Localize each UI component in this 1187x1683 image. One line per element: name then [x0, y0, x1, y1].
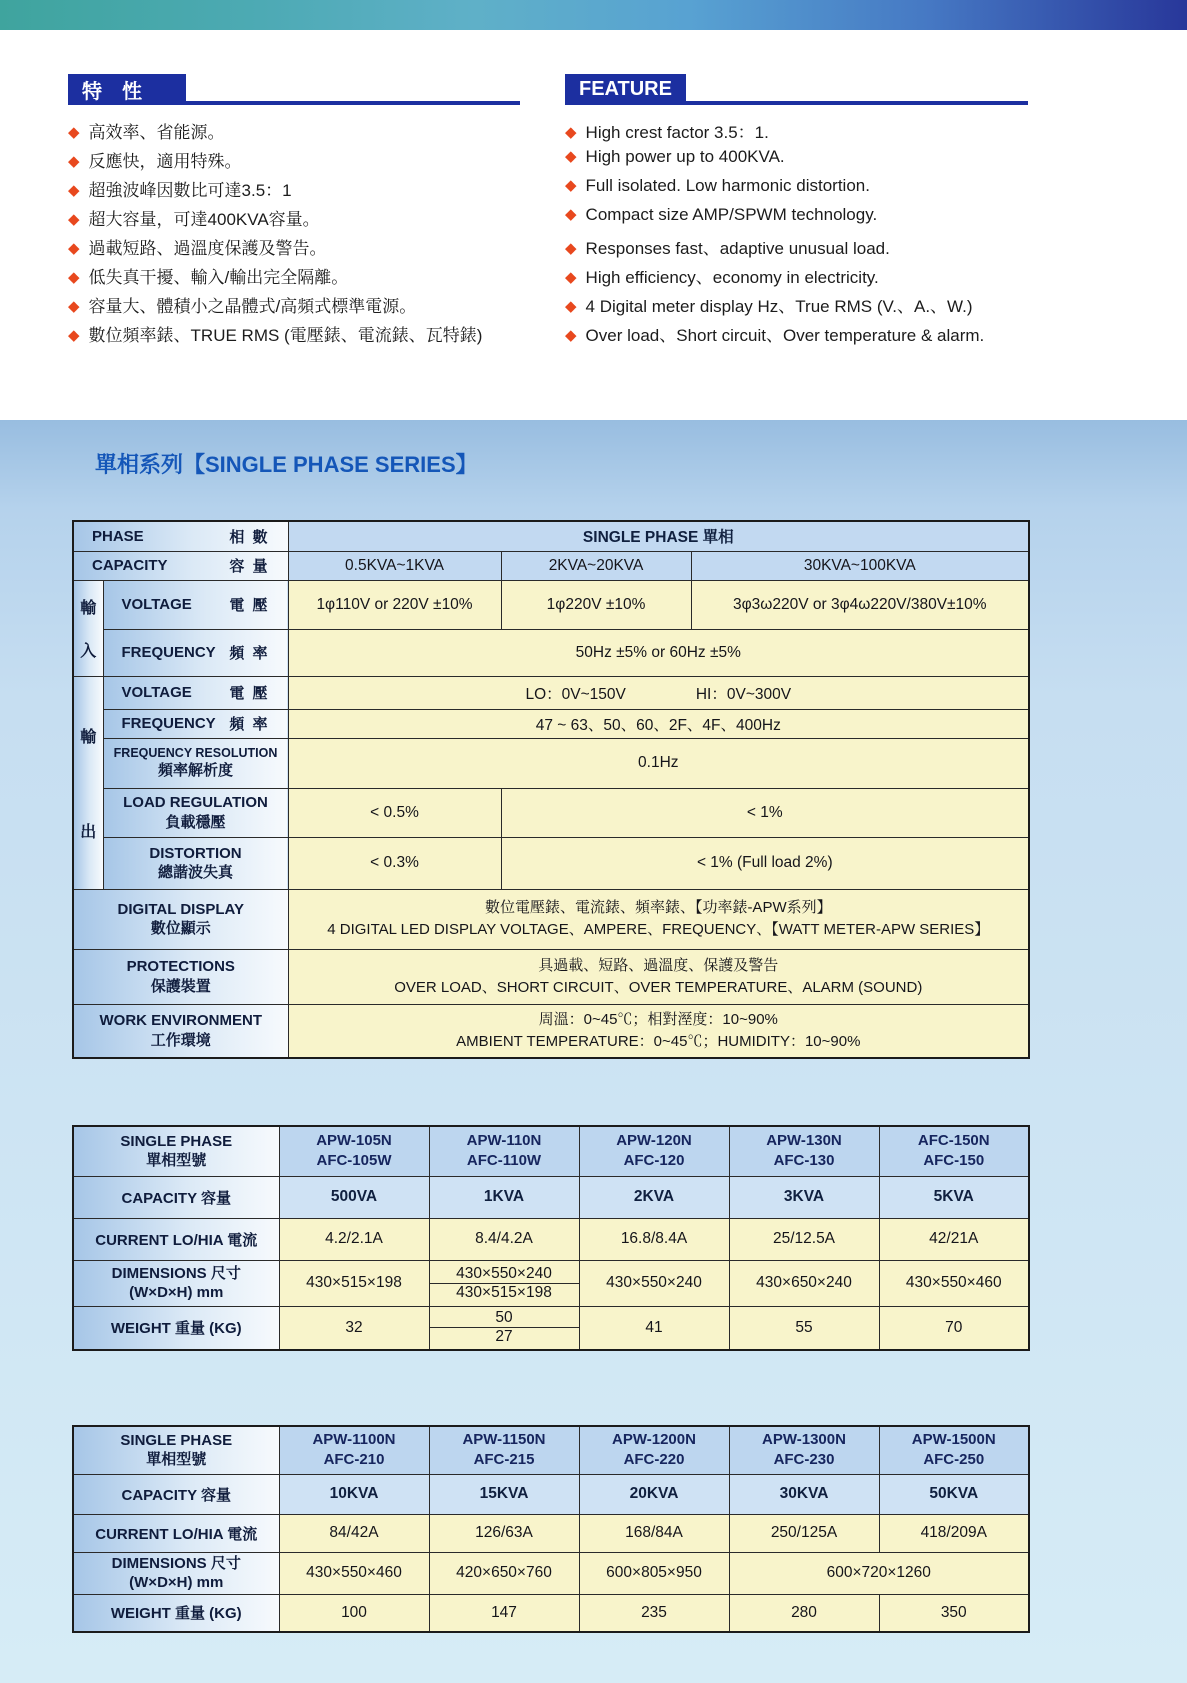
current-cell: 250/125A	[729, 1514, 879, 1552]
feature-item-text: 超強波峰因數比可達3.5：1	[88, 181, 292, 200]
diamond-bullet-icon	[68, 326, 89, 346]
capacity-cell: 30KVA	[729, 1474, 879, 1514]
diamond-bullet-icon	[68, 181, 89, 201]
model1-header-label	[73, 1126, 279, 1176]
features-en-title: FEATURE	[565, 74, 686, 105]
input-voltage-1: 1φ110V or 220V ±10%	[288, 580, 501, 629]
distortion-1: < 0.3%	[288, 837, 501, 889]
output-frequency-value: 47 ~ 63、50、60、2F、4F、400Hz	[288, 709, 1029, 738]
feature-item-text: High crest factor 3.5：1.	[585, 123, 769, 142]
input-voltage-label-inner	[106, 594, 286, 615]
feature-item	[565, 292, 1028, 321]
capacity-cell: 50KVA	[879, 1474, 1029, 1514]
model2-weight-label: WEIGHT 重量 (KG)	[73, 1594, 279, 1632]
frequency-resolution-en: FREQUENCY RESOLUTION	[113, 746, 278, 761]
input-char-2: 入	[80, 643, 97, 660]
weight-split-top: 50	[430, 1309, 579, 1328]
distortion-label	[103, 837, 288, 889]
model-name-bottom: AFC-250	[923, 1451, 985, 1469]
feature-item	[68, 321, 520, 350]
feature-item-text: 容量大、體積小之晶體式/高頻式標準電源。	[88, 297, 417, 316]
input-voltage-2: 1φ220V ±10%	[501, 580, 691, 629]
diamond-bullet-icon	[565, 205, 586, 225]
model-name-top: APW-1300N	[762, 1431, 846, 1448]
dimensions-label-line2: (W×D×H) mm	[129, 1574, 224, 1591]
features-en-underline	[686, 101, 1028, 105]
model2-header-label	[73, 1426, 279, 1474]
dimensions-cell: 430×515×198	[279, 1260, 429, 1306]
model-table-large	[72, 1425, 1030, 1633]
series-title: 單相系列【SINGLE PHASE SERIES】	[95, 452, 478, 477]
capacity-range-3: 30KVA~100KVA	[691, 551, 1029, 580]
model-cell	[729, 1126, 879, 1176]
spec-row-output-frequency	[73, 709, 1029, 738]
model-name-top: AFC-150N	[917, 1132, 990, 1149]
spec-row-distortion	[73, 837, 1029, 889]
model2-header-en: SINGLE PHASE	[120, 1431, 233, 1449]
features-en-header-row	[565, 74, 1028, 105]
features-zh-header-row	[68, 74, 520, 105]
protections-label	[73, 949, 288, 1004]
output-voltage-zh: 電 壓	[229, 685, 270, 702]
diamond-bullet-icon	[565, 147, 586, 167]
model2-row-dimensions	[73, 1552, 1029, 1594]
model-cell	[879, 1426, 1029, 1474]
model-name-top: APW-120N	[616, 1132, 692, 1149]
output-frequency-label-inner	[106, 713, 286, 734]
current-cell: 16.8/8.4A	[579, 1218, 729, 1260]
weight-cell: 55	[729, 1306, 879, 1350]
capacity-cell: 2KVA	[579, 1176, 729, 1218]
model-cell	[879, 1126, 1029, 1176]
diamond-bullet-icon	[565, 297, 586, 317]
feature-item	[565, 234, 1028, 263]
spec-row-phase	[73, 521, 1029, 551]
model2-header-zh: 單相型號	[146, 1451, 207, 1469]
output-frequency-label	[103, 709, 288, 738]
model1-row-current	[73, 1218, 1029, 1260]
input-voltage-en: VOLTAGE	[121, 596, 192, 613]
model-cell	[279, 1426, 429, 1474]
frequency-resolution-label	[103, 738, 288, 788]
output-group-label	[73, 676, 103, 889]
dimensions-label-line1: DIMENSIONS 尺寸	[111, 1264, 241, 1282]
spec-row-work-environment	[73, 1004, 1029, 1058]
model1-current-label: CURRENT LO/HIA 電流	[73, 1218, 279, 1260]
diamond-bullet-icon	[68, 297, 89, 317]
feature-item-text: 超大容量，可達400KVA容量。	[88, 210, 320, 229]
features-zh-column	[68, 74, 520, 350]
weight-cell: 70	[879, 1306, 1029, 1350]
work-environment-value	[288, 1004, 1029, 1058]
feature-item	[565, 147, 1028, 176]
distortion-zh: 總諧波失真	[158, 864, 234, 881]
diamond-bullet-icon	[68, 123, 89, 143]
input-group-label	[73, 580, 103, 676]
model1-header-en: SINGLE PHASE	[120, 1132, 233, 1150]
spec-table	[72, 520, 1030, 1059]
input-voltage-3: 3φ3ω220V or 3φ4ω220V/380V±10%	[691, 580, 1029, 629]
input-group-chars	[76, 595, 101, 661]
feature-item-text: 高效率、省能源。	[88, 123, 225, 142]
weight-cell: 235	[579, 1594, 729, 1632]
output-voltage-label	[103, 676, 288, 709]
spec-row-frequency-resolution	[73, 738, 1029, 788]
output-voltage-hi: HI：0V~300V	[695, 685, 792, 703]
frequency-resolution-zh: 頻率解析度	[158, 762, 234, 780]
model2-row-weight	[73, 1594, 1029, 1632]
capacity-cell: 5KVA	[879, 1176, 1029, 1218]
frequency-resolution-value: 0.1Hz	[288, 738, 1029, 788]
capacity-cell: 1KVA	[429, 1176, 579, 1218]
digital-display-zh: 數位顯示	[150, 920, 211, 937]
load-regulation-2: < 1%	[501, 788, 1029, 837]
diamond-bullet-icon	[565, 268, 586, 288]
capacity-range-2: 2KVA~20KVA	[501, 551, 691, 580]
model-name-top: APW-1200N	[612, 1431, 696, 1448]
phase-label-en: PHASE	[92, 527, 144, 545]
feature-item	[68, 176, 520, 205]
model-name-bottom: AFC-105W	[316, 1152, 392, 1170]
spec-row-load-regulation	[73, 788, 1029, 837]
weight-cell: 280	[729, 1594, 879, 1632]
model2-row-models	[73, 1426, 1029, 1474]
dimensions-split-top: 430×550×240	[430, 1265, 579, 1284]
capacity-label-zh: 容 量	[229, 558, 270, 575]
load-regulation-label	[103, 788, 288, 837]
phase-value: SINGLE PHASE 單相	[288, 521, 1029, 551]
weight-cell-split	[429, 1306, 579, 1350]
capacity-label	[73, 551, 288, 580]
model-name-top: APW-1100N	[312, 1431, 396, 1448]
capacity-cell: 20KVA	[579, 1474, 729, 1514]
current-cell: 4.2/2.1A	[279, 1218, 429, 1260]
protections-zh: 保護裝置	[150, 977, 211, 995]
capacity-label-inner	[76, 555, 286, 576]
output-frequency-zh: 頻 率	[229, 716, 270, 733]
protections-line2: OVER LOAD、SHORT CIRCUIT、OVER TEMPERATURE、ALARM (SOUND)	[394, 978, 923, 996]
model-cell	[729, 1426, 879, 1474]
diamond-bullet-icon	[565, 123, 586, 143]
input-voltage-label	[103, 580, 288, 629]
work-environment-label	[73, 1004, 288, 1058]
model-name-bottom: AFC-230	[773, 1451, 835, 1469]
distortion-2: < 1% (Full load 2%)	[501, 837, 1029, 889]
feature-item	[68, 292, 520, 321]
digital-display-line1: 數位電壓錶、電流錶、頻率錶、【功率錶-APW系列】	[484, 899, 832, 917]
dimensions-cell: 430×550×460	[279, 1552, 429, 1594]
model-table-small	[72, 1125, 1030, 1351]
feature-item-text: Full isolated. Low harmonic distortion.	[585, 176, 870, 195]
spec-row-protections	[73, 949, 1029, 1004]
capacity-cell: 10KVA	[279, 1474, 429, 1514]
feature-item	[68, 118, 520, 147]
feature-item	[565, 176, 1028, 205]
feature-item	[565, 118, 1028, 147]
weight-split-bottom: 27	[495, 1328, 513, 1346]
dimensions-cell: 420×650×760	[429, 1552, 579, 1594]
model1-row-dimensions	[73, 1260, 1029, 1306]
feature-item	[68, 263, 520, 292]
diamond-bullet-icon	[565, 176, 586, 196]
current-cell: 25/12.5A	[729, 1218, 879, 1260]
feature-item	[565, 321, 1028, 350]
spec-row-capacity	[73, 551, 1029, 580]
work-environment-line2: AMBIENT TEMPERATURE：0~45℃；HUMIDITY：10~90%	[456, 1032, 861, 1050]
input-voltage-zh: 電 壓	[229, 597, 270, 614]
model1-weight-label: WEIGHT 重量 (KG)	[73, 1306, 279, 1350]
model-name-bottom: AFC-110W	[466, 1152, 542, 1170]
digital-display-line2: 4 DIGITAL LED DISPLAY VOLTAGE、AMPERE、FREQUENCY、【WATT METER-APW SERIES】	[327, 921, 990, 938]
diamond-bullet-icon	[68, 152, 89, 172]
feature-item-text: 4 Digital meter display Hz、True RMS (V.、A.、W.)	[585, 297, 973, 316]
output-char-1: 輸	[80, 728, 97, 746]
model-cell	[579, 1126, 729, 1176]
model-cell	[279, 1126, 429, 1176]
model1-row-weight	[73, 1306, 1029, 1350]
protections-value	[288, 949, 1029, 1004]
model1-capacity-label: CAPACITY 容量	[73, 1176, 279, 1218]
model2-row-current	[73, 1514, 1029, 1552]
feature-item	[565, 205, 1028, 234]
model-name-bottom: AFC-150	[923, 1152, 985, 1170]
model1-header-zh: 單相型號	[146, 1152, 207, 1170]
input-char-1: 輸	[80, 600, 97, 617]
output-voltage-label-inner	[106, 682, 286, 703]
model-name-bottom: AFC-120	[623, 1152, 685, 1170]
capacity-cell: 3KVA	[729, 1176, 879, 1218]
weight-cell: 41	[579, 1306, 729, 1350]
model-name-bottom: AFC-215	[473, 1451, 535, 1469]
load-regulation-zh: 負載穩壓	[165, 813, 226, 831]
dimensions-cell: 430×650×240	[729, 1260, 879, 1306]
work-environment-en: WORK ENVIRONMENT	[99, 1012, 262, 1030]
top-gradient-band	[0, 0, 1187, 30]
output-group-chars	[76, 724, 101, 842]
digital-display-value	[288, 889, 1029, 949]
input-frequency-label-inner	[106, 642, 286, 663]
capacity-cell: 500VA	[279, 1176, 429, 1218]
model1-row-capacity	[73, 1176, 1029, 1218]
model-cell	[429, 1126, 579, 1176]
features-zh-title: 特 性	[68, 74, 186, 105]
features-zh-list	[68, 118, 520, 350]
diamond-bullet-icon	[565, 326, 586, 346]
current-cell: 42/21A	[879, 1218, 1029, 1260]
model-name-bottom: AFC-130	[773, 1152, 835, 1170]
weight-cell: 147	[429, 1594, 579, 1632]
model-name-top: APW-130N	[766, 1132, 842, 1149]
dimensions-label-line1: DIMENSIONS 尺寸	[111, 1554, 241, 1572]
output-voltage-lohi	[291, 682, 1027, 704]
current-cell: 418/209A	[879, 1514, 1029, 1552]
dimensions-cell: 600×805×950	[579, 1552, 729, 1594]
feature-item	[68, 205, 520, 234]
distortion-en: DISTORTION	[149, 844, 242, 862]
input-frequency-zh: 頻 率	[229, 645, 270, 662]
feature-item-text: High power up to 400KVA.	[585, 147, 785, 166]
output-voltage-en: VOLTAGE	[121, 684, 192, 701]
model-cell	[579, 1426, 729, 1474]
model-name-top: APW-1150N	[462, 1431, 546, 1448]
current-cell: 8.4/4.2A	[429, 1218, 579, 1260]
digital-display-en: DIGITAL DISPLAY	[117, 900, 244, 918]
input-frequency-en: FREQUENCY	[121, 644, 216, 661]
protections-line1: 具過載、短路、過溫度、保護及警告	[538, 956, 779, 974]
model1-row-models	[73, 1126, 1029, 1176]
model1-dimensions-label	[73, 1260, 279, 1306]
feature-item	[68, 147, 520, 176]
model-cell	[429, 1426, 579, 1474]
current-cell: 84/42A	[279, 1514, 429, 1552]
diamond-bullet-icon	[68, 268, 89, 288]
weight-cell: 100	[279, 1594, 429, 1632]
phase-label-inner	[76, 526, 286, 547]
spec-row-output-voltage	[73, 676, 1029, 709]
spec-row-input-frequency	[73, 629, 1029, 676]
model-name-top: APW-1500N	[911, 1431, 996, 1448]
model2-current-label: CURRENT LO/HIA 電流	[73, 1514, 279, 1552]
digital-display-label	[73, 889, 288, 949]
current-cell: 126/63A	[429, 1514, 579, 1552]
feature-item-text: Compact size AMP/SPWM technology.	[585, 205, 878, 224]
input-frequency-value: 50Hz ±5% or 60Hz ±5%	[288, 629, 1029, 676]
phase-label	[73, 521, 288, 551]
model-name-top: APW-110N	[466, 1132, 542, 1149]
model2-dimensions-label	[73, 1552, 279, 1594]
feature-item	[565, 263, 1028, 292]
output-frequency-en: FREQUENCY	[121, 715, 216, 732]
single-phase-section	[0, 420, 1187, 1683]
diamond-bullet-icon	[68, 239, 89, 259]
diamond-bullet-icon	[565, 239, 586, 259]
features-en-list	[565, 118, 1028, 350]
output-char-2: 出	[80, 823, 97, 841]
diamond-bullet-icon	[68, 210, 89, 230]
feature-item-text: 數位頻率錶、TRUE RMS (電壓錶、電流錶、瓦特錶)	[88, 326, 483, 345]
load-regulation-1: < 0.5%	[288, 788, 501, 837]
protections-en: PROTECTIONS	[126, 958, 235, 975]
model-name-bottom: AFC-210	[323, 1451, 385, 1469]
feature-item-text: 反應快，適用特殊。	[88, 152, 242, 171]
feature-item-text: 過載短路、過溫度保護及警告。	[88, 239, 327, 258]
spec-row-digital-display	[73, 889, 1029, 949]
current-cell: 168/84A	[579, 1514, 729, 1552]
spec-row-input-voltage	[73, 580, 1029, 629]
capacity-range-1: 0.5KVA~1KVA	[288, 551, 501, 580]
model-name-bottom: AFC-220	[623, 1451, 685, 1469]
feature-item-text: High efficiency、economy in electricity.	[585, 268, 879, 287]
phase-label-zh: 相 數	[229, 528, 270, 546]
feature-item	[68, 234, 520, 263]
dimensions-cell-split	[429, 1260, 579, 1306]
work-environment-zh: 工作環境	[150, 1031, 211, 1049]
feature-item-text: Responses fast、adaptive unusual load.	[585, 239, 890, 258]
input-frequency-label	[103, 629, 288, 676]
capacity-label-en: CAPACITY	[92, 557, 168, 574]
feature-item-text: Over load、Short circuit、Over temperature & alarm.	[585, 326, 985, 345]
weight-cell: 350	[879, 1594, 1029, 1632]
dimensions-label-line2: (W×D×H) mm	[129, 1284, 224, 1301]
dimensions-cell-span: 600×720×1260	[729, 1552, 1029, 1594]
weight-cell: 32	[279, 1306, 429, 1350]
dimensions-cell: 430×550×240	[579, 1260, 729, 1306]
capacity-cell: 15KVA	[429, 1474, 579, 1514]
model-name-top: APW-105N	[316, 1132, 392, 1149]
features-en-column	[565, 74, 1028, 350]
model2-row-capacity	[73, 1474, 1029, 1514]
feature-item-text: 低失真干擾、輸入/輸出完全隔離。	[88, 268, 349, 287]
work-environment-line1: 周溫：0~45℃；相對溼度：10~90%	[538, 1011, 778, 1028]
model2-capacity-label: CAPACITY 容量	[73, 1474, 279, 1514]
features-zh-underline	[186, 101, 520, 105]
output-voltage-lo: LO：0V~150V	[525, 685, 626, 703]
output-voltage-value	[288, 676, 1029, 709]
dimensions-split-bottom: 430×515×198	[456, 1283, 552, 1301]
dimensions-cell: 430×550×460	[879, 1260, 1029, 1306]
load-regulation-en: LOAD REGULATION	[123, 794, 268, 811]
